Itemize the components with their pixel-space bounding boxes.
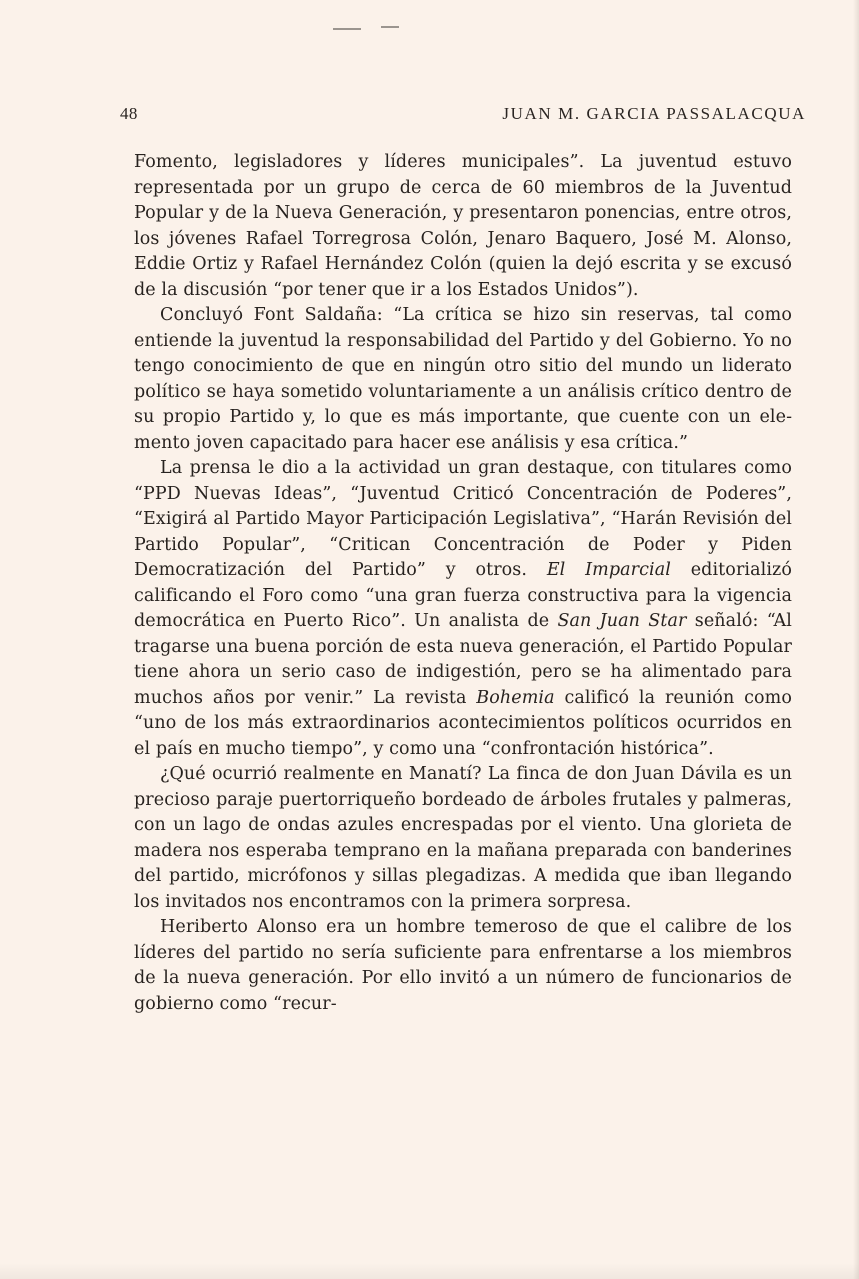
newspaper-title: San Juan Star <box>557 611 687 631</box>
paragraph-text: La prensa le dio a la actividad un gran destaque, con titulares como “PPD Nuevas Ideas”, “Juventud Criticó Concentración de Poderes”, “Exigirá al Partido Mayor Participación Legislativa”, “Harán Revisión del Partido Popular”, “Critican Concentración de Poder y Piden Democratización del Partido” y otros. <box>134 458 792 580</box>
page-header <box>120 104 806 128</box>
paragraph: Heriberto Alonso era un hombre temeroso de que el calibre de los líderes del partido no sería suficiente para enfrentarse a los miembros de la nueva generación. Por ello invitó a un número de funcionarios de gobierno como “recur- <box>134 917 792 1014</box>
page-body <box>134 150 792 1017</box>
paragraph: Concluyó Font Saldaña: “La crítica se hizo sin reservas, tal como entiende la juventud la responsabilidad del Partido y del Gobierno. Yo no tengo conocimiento de que en ningún otro sitio del mundo un liderato político se haya sometido voluntariamente a un análisis crítico dentro de su propio Partido y, lo que es más importante, que cuente con un elemento joven capacitado para hacer ese análisis y esa crítica.” <box>134 305 792 453</box>
paragraph-text: señaló: “Al tragarse una buena porción de esta nueva generación, el Partido Popular tiene ahora un serio caso de indigestión, pero se ha alimentado para muchos años por venir.” La revista <box>134 611 792 708</box>
scan-artifact <box>381 26 399 28</box>
paragraph: Fomento, legisladores y líderes municipales”. La juventud estuvo representada por un grupo de cerca de 60 miembros de la Juventud Popular y de la Nueva Generación, y presentaron ponencias, entre otros, los jóvenes Rafael Torregrosa Colón, Jenaro Baquero, José M. Alonso, Eddie Ortiz y Rafael Hernández Colón (quien la dejó escrita y se excusó de la discusión “por tener que ir a los Estados Unidos”). <box>134 152 792 300</box>
page-edge-shadow <box>853 0 859 1279</box>
magazine-title: Bohemia <box>476 687 555 708</box>
page-bottom-shadow <box>0 1263 859 1279</box>
newspaper-title: El Imparcial <box>546 560 671 580</box>
running-head: JUAN M. GARCIA PASSALACQUA <box>502 104 806 123</box>
paragraph-text <box>527 560 547 580</box>
paragraph: ¿Qué ocurrió realmente en Manatí? La finca de don Juan Dávila es un precioso paraje puertorriqueño bordeado de árboles frutales y palmeras, con un lago de ondas azules encrespadas por el viento. Una glorieta de madera nos esperaba temprano en la mañana preparada con banderines del partido, micrófonos y sillas plegadizas. A medida que iban llegando los invitados nos encontramos con la primera sorpresa. <box>134 764 792 912</box>
paragraph <box>134 456 792 762</box>
scan-artifact <box>333 28 361 30</box>
page-number: 48 <box>120 104 138 123</box>
paragraph-text: calificó la reunión como “uno de los más extraordinarios acontecimientos políticos ocurridos en el país en mucho tiempo”, y como una “confrontación histórica”. <box>134 687 792 759</box>
paragraph-text: editorializó calificando el Foro como “una gran fuerza constructiva para la vigencia democrática en Puerto Rico”. Un analista de <box>134 560 792 631</box>
